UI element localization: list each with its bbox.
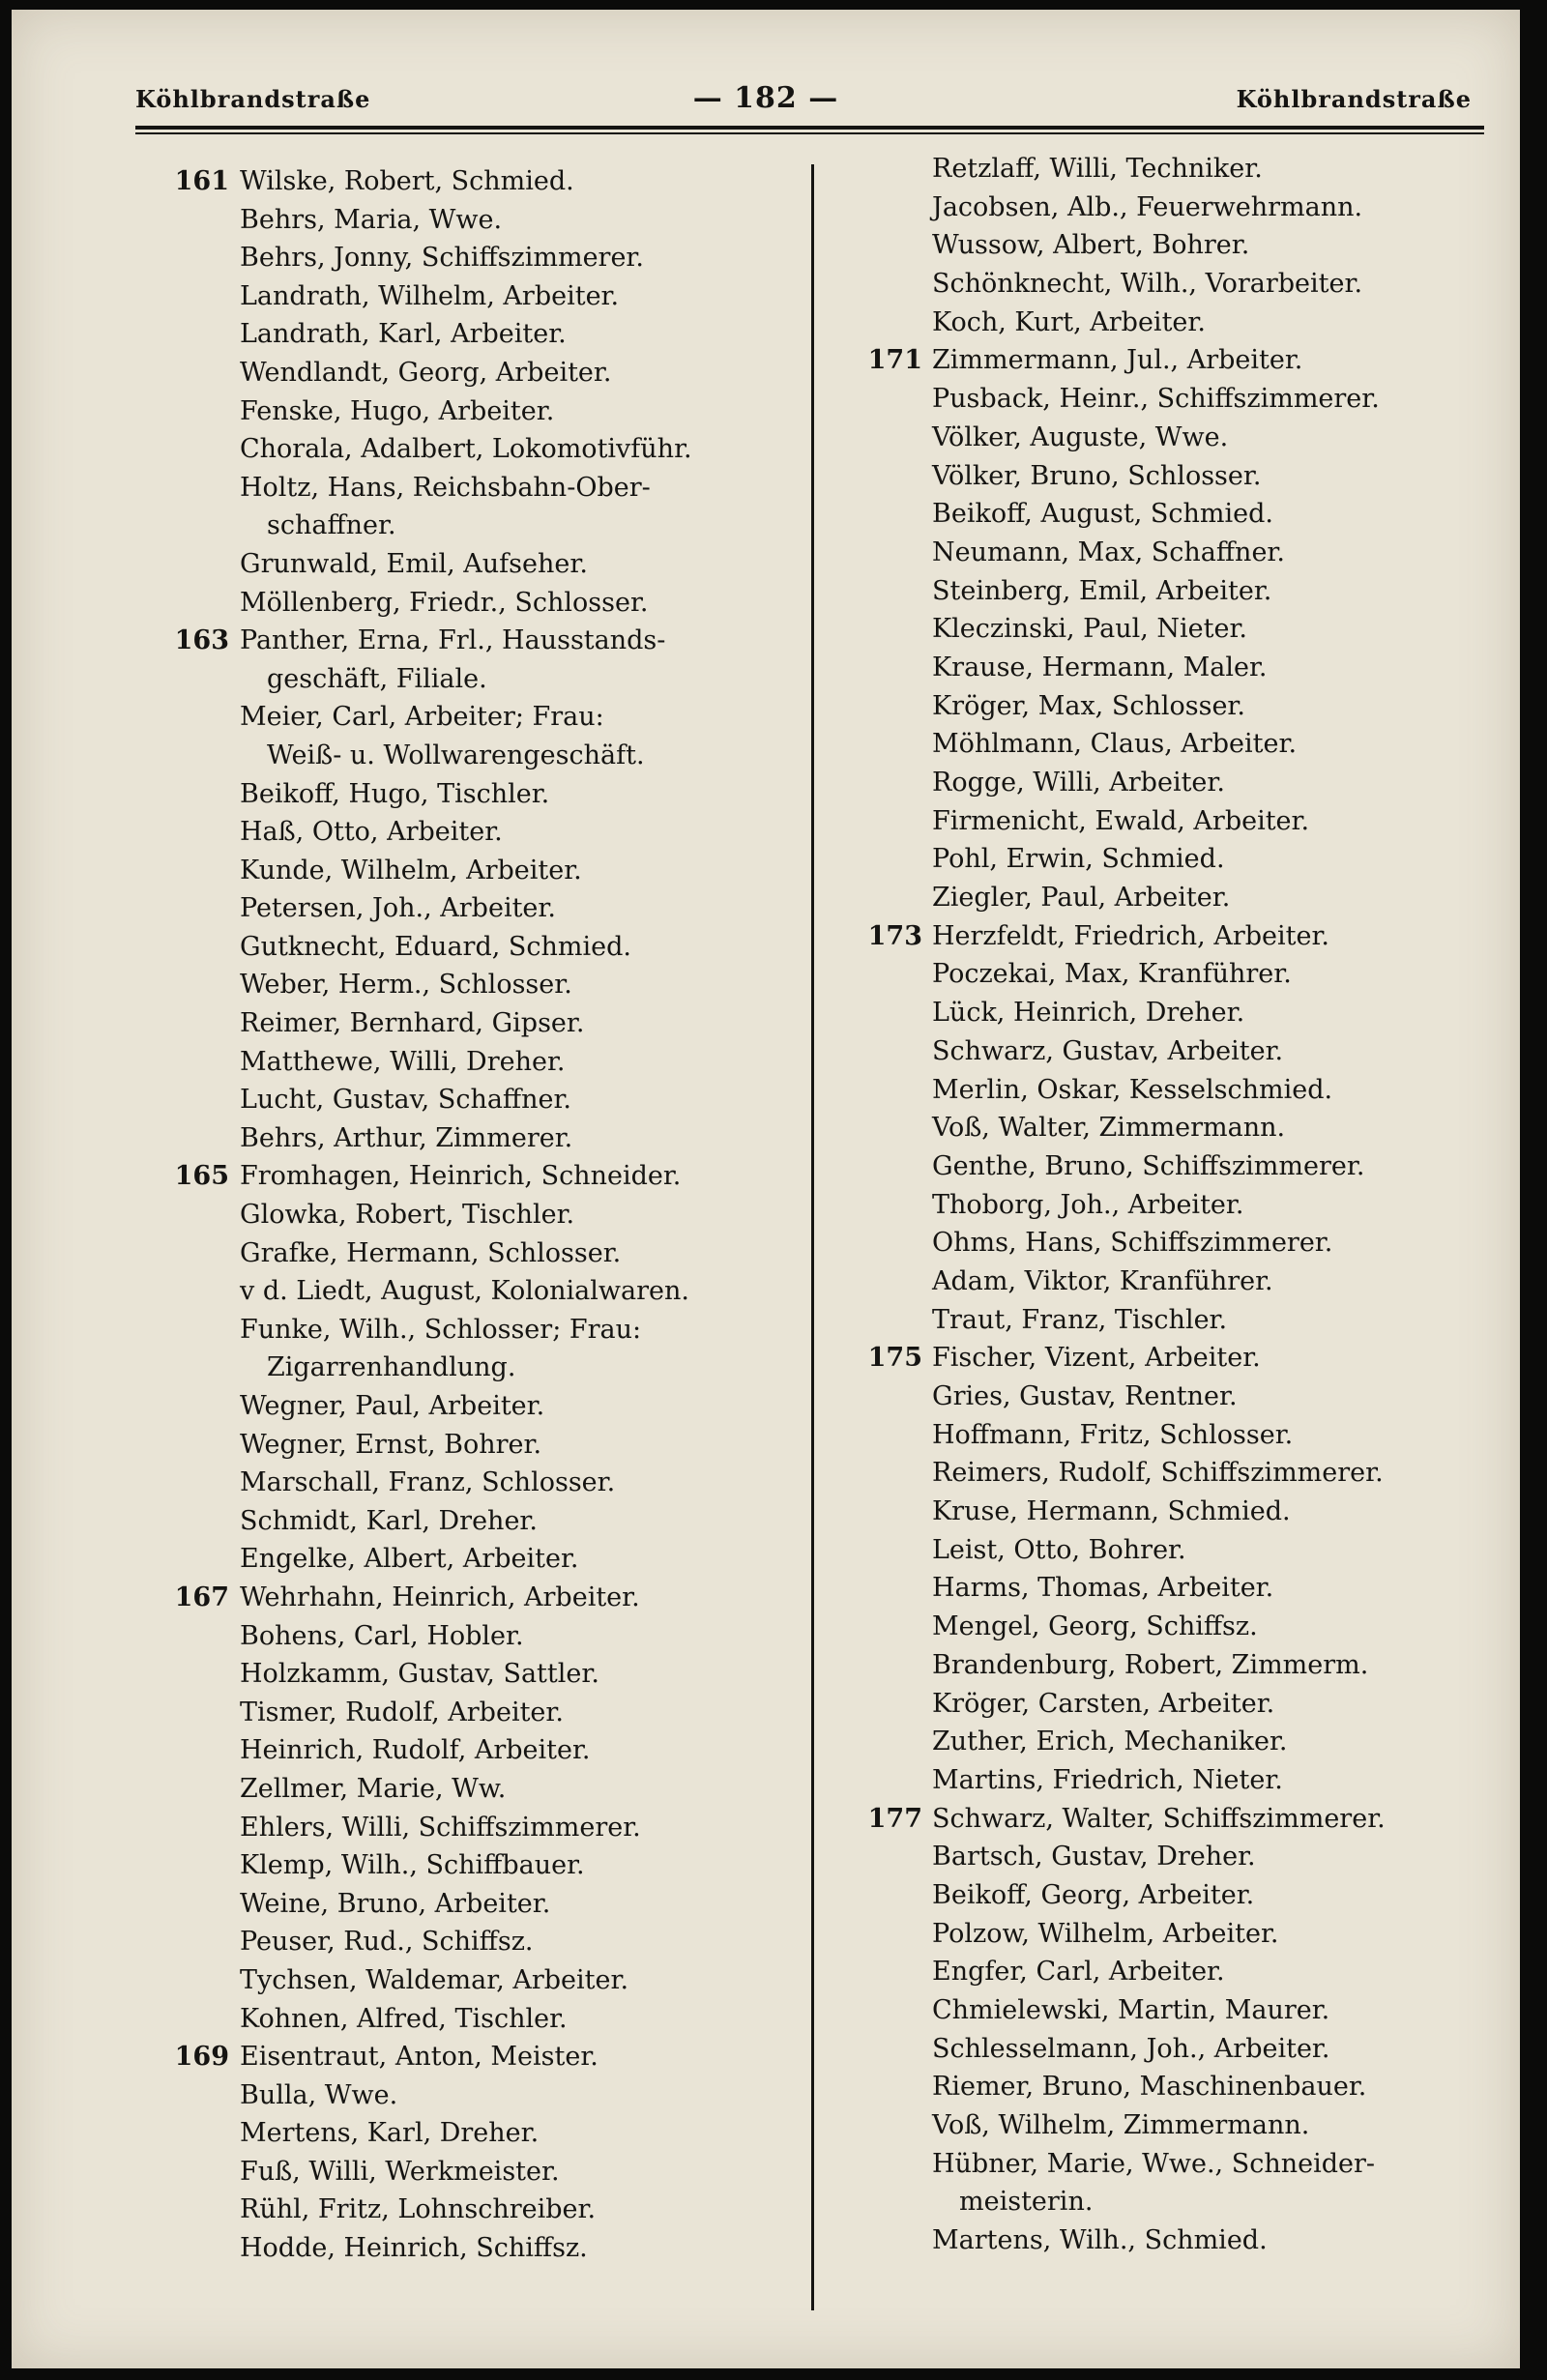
resident-entry: Krause, Hermann, Maler. bbox=[932, 652, 1268, 682]
house-number: 169 bbox=[174, 2042, 229, 2073]
directory-entry bbox=[835, 879, 1512, 917]
resident-entry: Kunde, Wilhelm, Arbeiter. bbox=[240, 855, 582, 885]
resident-entry: Schlesselmann, Joh., Arbeiter. bbox=[932, 2033, 1330, 2064]
directory-entry bbox=[835, 1991, 1512, 2030]
directory-entry bbox=[137, 1464, 804, 1502]
directory-entry bbox=[835, 304, 1512, 342]
resident-entry: Wehrhahn, Heinrich, Arbeiter. bbox=[240, 1582, 640, 1612]
resident-entry: Wussow, Albert, Bohrer. bbox=[932, 230, 1250, 261]
directory-entry bbox=[835, 1071, 1512, 1110]
resident-entry: Merlin, Oskar, Kesselschmied. bbox=[932, 1074, 1333, 1105]
directory-entry bbox=[137, 889, 804, 928]
directory-entry bbox=[835, 840, 1512, 879]
directory-entry bbox=[137, 1157, 804, 1196]
directory-entry bbox=[137, 1731, 804, 1770]
directory-entry bbox=[137, 239, 804, 277]
resident-entry: Schwarz, Gustav, Arbeiter. bbox=[932, 1035, 1284, 1066]
resident-entry: Zigarrenhandlung. bbox=[267, 1352, 516, 1383]
directory-entry bbox=[137, 2114, 804, 2153]
resident-entry: Weine, Bruno, Arbeiter. bbox=[240, 1888, 551, 1919]
directory-entry bbox=[835, 189, 1512, 227]
directory-entry bbox=[835, 955, 1512, 994]
resident-entry: Martens, Wilh., Schmied. bbox=[932, 2225, 1268, 2256]
resident-entry: Zimmermann, Jul., Arbeiter. bbox=[932, 345, 1303, 376]
directory-entry bbox=[137, 469, 804, 508]
directory-entry bbox=[835, 1761, 1512, 1800]
directory-entry bbox=[835, 2068, 1512, 2106]
resident-entry: Poczekai, Max, Kranführer. bbox=[932, 959, 1292, 990]
resident-entry: Jacobsen, Alb., Feuerwehrmann. bbox=[932, 191, 1363, 222]
directory-entry bbox=[137, 2153, 804, 2191]
directory-entry bbox=[137, 584, 804, 623]
directory-entry bbox=[137, 2229, 804, 2268]
resident-entry: Firmenicht, Ewald, Arbeiter. bbox=[932, 805, 1310, 836]
resident-entry: Voß, Wilhelm, Zimmermann. bbox=[932, 2110, 1310, 2141]
directory-entry bbox=[137, 162, 804, 201]
directory-entry bbox=[137, 1885, 804, 1924]
resident-entry: Kruse, Hermann, Schmied. bbox=[932, 1496, 1291, 1527]
directory-entry bbox=[137, 1043, 804, 1082]
directory-entry bbox=[835, 1263, 1512, 1301]
directory-entry bbox=[835, 1109, 1512, 1147]
resident-entry: Landrath, Karl, Arbeiter. bbox=[240, 319, 567, 350]
resident-entry: Traut, Franz, Tischler. bbox=[932, 1304, 1228, 1335]
directory-entry bbox=[835, 1032, 1512, 1071]
resident-entry: Wegner, Paul, Arbeiter. bbox=[240, 1391, 545, 1421]
resident-entry: Behrs, Arthur, Zimmerer. bbox=[240, 1122, 573, 1153]
resident-entry: Wilske, Robert, Schmied. bbox=[240, 166, 574, 196]
directory-entry bbox=[835, 2183, 1512, 2221]
directory-entry bbox=[835, 1646, 1512, 1685]
page-number: — 182 — bbox=[692, 81, 839, 115]
resident-entry: Thoborg, Joh., Arbeiter. bbox=[932, 1189, 1244, 1220]
resident-entry: Schwarz, Walter, Schiffszimmerer. bbox=[932, 1803, 1386, 1834]
resident-entry: v d. Liedt, August, Kolonialwaren. bbox=[240, 1276, 689, 1307]
house-number: 175 bbox=[867, 1343, 922, 1374]
directory-entry bbox=[137, 2191, 804, 2229]
resident-entry: Chorala, Adalbert, Lokomotivführ. bbox=[240, 434, 692, 465]
directory-entry bbox=[835, 1493, 1512, 1531]
directory-entry bbox=[137, 545, 804, 584]
directory-entry bbox=[137, 1655, 804, 1694]
resident-entry: Gries, Gustav, Rentner. bbox=[932, 1381, 1238, 1411]
column-divider bbox=[811, 164, 814, 2310]
directory-entry bbox=[835, 419, 1512, 457]
resident-entry: Leist, Otto, Bohrer. bbox=[932, 1534, 1186, 1565]
resident-entry: Wegner, Ernst, Bohrer. bbox=[240, 1429, 542, 1460]
resident-entry: Meier, Carl, Arbeiter; Frau: bbox=[240, 702, 604, 733]
directory-entry bbox=[835, 2221, 1512, 2260]
resident-entry: Glowka, Robert, Tischler. bbox=[240, 1200, 575, 1231]
resident-entry: Chmielewski, Martin, Maurer. bbox=[932, 1995, 1330, 2025]
directory-entry bbox=[137, 1923, 804, 1961]
resident-entry: Grunwald, Emil, Aufseher. bbox=[240, 548, 588, 579]
directory-entry bbox=[835, 2145, 1512, 2184]
resident-entry: Harms, Thomas, Arbeiter. bbox=[932, 1573, 1274, 1604]
resident-entry: Pohl, Erwin, Schmied. bbox=[932, 844, 1225, 875]
resident-entry: Fenske, Hugo, Arbeiter. bbox=[240, 395, 555, 426]
directory-entry bbox=[137, 1694, 804, 1732]
house-number: 173 bbox=[867, 920, 922, 951]
resident-entry: Matthewe, Willi, Dreher. bbox=[240, 1046, 566, 1077]
resident-entry: Weber, Herm., Schlosser. bbox=[240, 970, 572, 1001]
resident-entry: Reimers, Rudolf, Schiffszimmerer. bbox=[932, 1458, 1384, 1489]
house-number: 177 bbox=[867, 1803, 922, 1834]
resident-entry: Adam, Viktor, Kranführer. bbox=[932, 1265, 1273, 1296]
resident-entry: Pusback, Heinr., Schiffszimmerer. bbox=[932, 384, 1380, 415]
directory-entry bbox=[137, 775, 804, 814]
directory-entry bbox=[137, 430, 804, 469]
resident-entry: Beikoff, Hugo, Tischler. bbox=[240, 778, 550, 809]
directory-entry bbox=[137, 201, 804, 240]
directory-entry bbox=[835, 687, 1512, 726]
resident-entry: Lucht, Gustav, Schaffner. bbox=[240, 1085, 571, 1116]
resident-entry: Behrs, Maria, Wwe. bbox=[240, 204, 503, 235]
resident-entry: Reimer, Bernhard, Gipser. bbox=[240, 1008, 585, 1039]
directory-entry bbox=[137, 852, 804, 890]
directory-entry bbox=[835, 1186, 1512, 1225]
directory-entry bbox=[137, 354, 804, 392]
left-column bbox=[137, 162, 804, 2268]
directory-entry bbox=[835, 1876, 1512, 1915]
resident-entry: Bulla, Wwe. bbox=[240, 2079, 398, 2110]
directory-entry bbox=[835, 380, 1512, 419]
resident-entry: Haß, Otto, Arbeiter. bbox=[240, 817, 503, 848]
directory-entry bbox=[137, 1617, 804, 1656]
resident-entry: Möllenberg, Friedr., Schlosser. bbox=[240, 587, 649, 618]
resident-entry: Mertens, Karl, Dreher. bbox=[240, 2118, 540, 2149]
resident-entry: Herzfeldt, Friedrich, Arbeiter. bbox=[932, 920, 1329, 951]
resident-entry: Beikoff, Georg, Arbeiter. bbox=[932, 1879, 1255, 1910]
directory-entry bbox=[835, 1800, 1512, 1839]
header-rule-thick bbox=[135, 126, 1484, 130]
resident-entry: Marschall, Franz, Schlosser. bbox=[240, 1467, 616, 1498]
resident-entry: Klemp, Wilh., Schiffbauer. bbox=[240, 1850, 585, 1881]
resident-entry: Zellmer, Marie, Ww. bbox=[240, 1773, 507, 1804]
resident-entry: Panther, Erna, Frl., Hausstands- bbox=[240, 625, 666, 656]
directory-entry bbox=[137, 1349, 804, 1387]
directory-entry bbox=[835, 1608, 1512, 1646]
resident-entry: Fuß, Willi, Werkmeister. bbox=[240, 2156, 560, 2187]
directory-entry bbox=[835, 994, 1512, 1032]
directory-entry bbox=[835, 1531, 1512, 1570]
resident-entry: Schmidt, Karl, Dreher. bbox=[240, 1505, 538, 1536]
resident-entry: Ehlers, Willi, Schiffszimmerer. bbox=[240, 1812, 641, 1843]
resident-entry: Hübner, Marie, Wwe., Schneider- bbox=[932, 2148, 1376, 2179]
directory-entry bbox=[835, 1301, 1512, 1340]
resident-entry: Hodde, Heinrich, Schiffsz. bbox=[240, 2233, 588, 2264]
directory-entry bbox=[835, 457, 1512, 496]
resident-entry: Koch, Kurt, Arbeiter. bbox=[932, 306, 1206, 337]
resident-entry: Zuther, Erich, Mechaniker. bbox=[932, 1727, 1288, 1757]
resident-entry: Rogge, Willi, Arbeiter. bbox=[932, 768, 1225, 798]
resident-entry: Völker, Auguste, Wwe. bbox=[932, 421, 1229, 452]
resident-entry: meisterin. bbox=[959, 2187, 1094, 2218]
resident-entry: Steinberg, Emil, Arbeiter. bbox=[932, 575, 1272, 606]
resident-entry: Schönknecht, Wilh., Vorarbeiter. bbox=[932, 269, 1363, 300]
resident-entry: Holtz, Hans, Reichsbahn-Ober- bbox=[240, 472, 651, 503]
resident-entry: Voß, Walter, Zimmermann. bbox=[932, 1113, 1286, 1144]
directory-entry bbox=[835, 649, 1512, 687]
directory-entry bbox=[835, 1838, 1512, 1876]
resident-entry: Funke, Wilh., Schlosser; Frau: bbox=[240, 1314, 642, 1345]
directory-entry bbox=[137, 1234, 804, 1273]
resident-entry: Gutknecht, Eduard, Schmied. bbox=[240, 931, 631, 962]
directory-page bbox=[12, 10, 1520, 2368]
directory-entry bbox=[137, 1311, 804, 1350]
directory-entry bbox=[835, 1723, 1512, 1761]
directory-entry bbox=[835, 917, 1512, 956]
resident-entry: Hoffmann, Fritz, Schlosser. bbox=[932, 1419, 1294, 1450]
directory-entry bbox=[137, 1004, 804, 1043]
directory-entry bbox=[137, 966, 804, 1004]
directory-entry bbox=[137, 392, 804, 431]
directory-entry bbox=[137, 1809, 804, 1847]
directory-entry bbox=[835, 150, 1512, 189]
directory-entry bbox=[835, 725, 1512, 764]
resident-entry: Fischer, Vizent, Arbeiter. bbox=[932, 1343, 1261, 1374]
resident-entry: Kröger, Carsten, Arbeiter. bbox=[932, 1688, 1275, 1719]
resident-entry: Petersen, Joh., Arbeiter. bbox=[240, 893, 556, 924]
resident-entry: Wendlandt, Georg, Arbeiter. bbox=[240, 357, 612, 388]
directory-entry bbox=[137, 1961, 804, 2000]
resident-entry: Beikoff, August, Schmied. bbox=[932, 499, 1273, 530]
directory-entry bbox=[835, 2030, 1512, 2069]
resident-entry: Ohms, Hans, Schiffszimmerer. bbox=[932, 1228, 1333, 1259]
right-column bbox=[835, 150, 1512, 2260]
resident-entry: Lück, Heinrich, Dreher. bbox=[932, 998, 1245, 1029]
directory-entry bbox=[835, 1685, 1512, 1724]
resident-entry: Genthe, Bruno, Schiffszimmerer. bbox=[932, 1150, 1365, 1181]
house-number: 165 bbox=[174, 1161, 229, 1192]
resident-entry: Grafke, Hermann, Schlosser. bbox=[240, 1237, 622, 1268]
directory-entry bbox=[137, 813, 804, 852]
directory-entry bbox=[137, 622, 804, 660]
directory-entry bbox=[835, 1416, 1512, 1455]
directory-entry bbox=[137, 2076, 804, 2115]
directory-entry bbox=[137, 1387, 804, 1426]
directory-entry bbox=[137, 1579, 804, 1617]
directory-entry bbox=[137, 737, 804, 775]
directory-entry bbox=[835, 1224, 1512, 1263]
resident-entry: Kohnen, Alfred, Tischler. bbox=[240, 2003, 568, 2034]
directory-entry bbox=[835, 610, 1512, 649]
directory-entry bbox=[137, 928, 804, 967]
directory-entry bbox=[835, 1378, 1512, 1416]
directory-entry bbox=[835, 1915, 1512, 1954]
resident-entry: Tismer, Rudolf, Arbeiter. bbox=[240, 1697, 564, 1727]
directory-entry bbox=[137, 698, 804, 737]
resident-entry: Weiß- u. Wollwarengeschäft. bbox=[267, 740, 645, 770]
directory-entry bbox=[835, 1953, 1512, 1991]
resident-entry: Rühl, Fritz, Lohnschreiber. bbox=[240, 2194, 597, 2225]
directory-entry bbox=[137, 1540, 804, 1579]
resident-entry: Mengel, Georg, Schiffsz. bbox=[932, 1611, 1258, 1642]
directory-entry bbox=[137, 1119, 804, 1158]
resident-entry: Peuser, Rud., Schiffsz. bbox=[240, 1927, 534, 1958]
directory-entry bbox=[835, 1569, 1512, 1608]
resident-entry: Völker, Bruno, Schlosser. bbox=[932, 460, 1262, 491]
directory-entry bbox=[835, 802, 1512, 841]
directory-entry bbox=[835, 341, 1512, 380]
directory-entry bbox=[137, 1502, 804, 1541]
resident-entry: Bohens, Carl, Hobler. bbox=[240, 1620, 524, 1651]
directory-entry bbox=[137, 507, 804, 545]
running-header-left: Köhlbrandstraße bbox=[135, 85, 371, 113]
resident-entry: Neumann, Max, Schaffner. bbox=[932, 537, 1285, 567]
resident-entry: Ziegler, Paul, Arbeiter. bbox=[932, 883, 1231, 914]
directory-entry bbox=[137, 660, 804, 699]
directory-entry bbox=[137, 1846, 804, 1885]
house-number: 163 bbox=[174, 625, 229, 656]
directory-entry bbox=[137, 2000, 804, 2039]
directory-entry bbox=[835, 534, 1512, 572]
resident-entry: Kröger, Max, Schlosser. bbox=[932, 690, 1245, 721]
resident-entry: Engelke, Albert, Arbeiter. bbox=[240, 1544, 579, 1575]
directory-entry bbox=[137, 1426, 804, 1465]
resident-entry: Retzlaff, Willi, Techniker. bbox=[932, 154, 1263, 184]
directory-entry bbox=[835, 572, 1512, 611]
directory-entry bbox=[835, 495, 1512, 534]
directory-entry bbox=[137, 1272, 804, 1311]
directory-entry bbox=[835, 2106, 1512, 2145]
directory-entry bbox=[835, 764, 1512, 802]
running-header-right: Köhlbrandstraße bbox=[1236, 85, 1472, 113]
directory-entry bbox=[835, 226, 1512, 265]
directory-entry bbox=[835, 265, 1512, 304]
directory-entry bbox=[137, 1770, 804, 1809]
resident-entry: Bartsch, Gustav, Dreher. bbox=[932, 1842, 1256, 1872]
resident-entry: Engfer, Carl, Arbeiter. bbox=[932, 1957, 1225, 1988]
resident-entry: Riemer, Bruno, Maschinenbauer. bbox=[932, 2072, 1367, 2103]
resident-entry: Heinrich, Rudolf, Arbeiter. bbox=[240, 1735, 591, 1766]
resident-entry: Möhlmann, Claus, Arbeiter. bbox=[932, 729, 1298, 760]
resident-entry: Eisentraut, Anton, Meister. bbox=[240, 2042, 598, 2073]
resident-entry: geschäft, Filiale. bbox=[267, 663, 487, 694]
resident-entry: Polzow, Wilhelm, Arbeiter. bbox=[932, 1918, 1279, 1949]
directory-entry bbox=[835, 1147, 1512, 1186]
resident-entry: Holzkamm, Gustav, Sattler. bbox=[240, 1659, 599, 1690]
directory-entry bbox=[137, 1196, 804, 1234]
directory-entry bbox=[137, 277, 804, 316]
resident-entry: Fromhagen, Heinrich, Schneider. bbox=[240, 1161, 682, 1192]
directory-entry bbox=[137, 1081, 804, 1119]
header-rule-thin bbox=[135, 132, 1484, 134]
directory-entry bbox=[835, 1454, 1512, 1493]
resident-entry: Brandenburg, Robert, Zimmerm. bbox=[932, 1649, 1369, 1680]
house-number: 171 bbox=[867, 345, 922, 376]
directory-entry bbox=[137, 315, 804, 354]
directory-entry bbox=[835, 1339, 1512, 1378]
house-number: 161 bbox=[174, 166, 229, 196]
resident-entry: Martins, Friedrich, Nieter. bbox=[932, 1764, 1283, 1795]
resident-entry: Kleczinski, Paul, Nieter. bbox=[932, 614, 1248, 645]
directory-entry bbox=[137, 2038, 804, 2076]
resident-entry: Landrath, Wilhelm, Arbeiter. bbox=[240, 280, 620, 311]
house-number: 167 bbox=[174, 1582, 229, 1612]
resident-entry: Behrs, Jonny, Schiffszimmerer. bbox=[240, 243, 644, 274]
resident-entry: Tychsen, Waldemar, Arbeiter. bbox=[240, 1964, 629, 1995]
resident-entry: schaffner. bbox=[267, 510, 396, 541]
